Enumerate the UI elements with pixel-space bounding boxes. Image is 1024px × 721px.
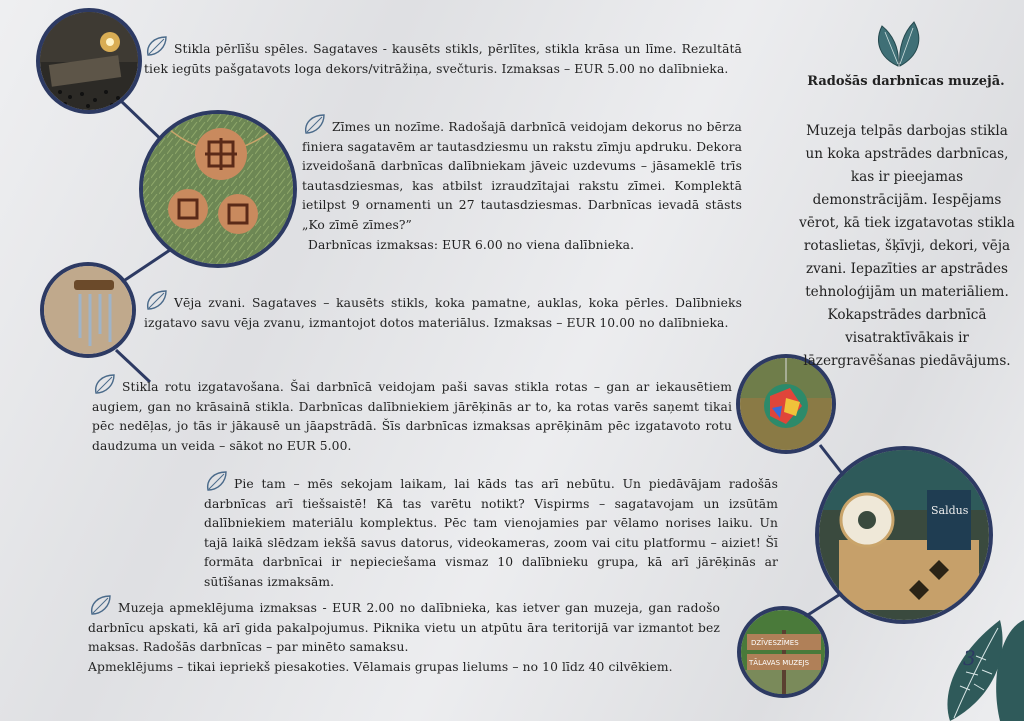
section-2-text: Zīmes un nozīme. Radošajā darbnīcā veidojam dekorus no bērza finiera sagatavēm ar tautasdziesmu un rakstu zīmju apdruku. Dekora izveidošanā darbnīcas dalībniekam jāveic uzdevums – jāsameklē trīs tautasdziesmas, kas atbilst izraudzītajai rakstu zīmei. Komplektā ietilpst 9 ornamenti un 27 tautasdziesmas. Darbnīcas ievadā stāsts „Ko zīmē zīmes?” xyxy=(302,120,742,232)
photo-ornaments-box xyxy=(815,446,993,624)
leaf-bullet-icon xyxy=(302,113,328,135)
section-4-text: Stikla rotu izgatavošana. Šai darbnīcā veidojam paši savas stikla rotas – gan ar iekausētiem augiem, gan no krāsainā stikla. Darbnīcas dalībniekiem jārēķinās ar to, ka rotas varēs saņemt tikai pēc nedēļas, jo tās ir jākausē un jāapstrādā. Šīs darbnīcas izmaksas aprēķinām pēc izgatavoto rotu daudzuma un veida – sākot no EUR 5.00. xyxy=(92,380,732,453)
photo-signs xyxy=(737,606,829,698)
side-description: Muzeja telpās darbojas stikla un koka apstrādes darbnīcas, kas ir pieejamas demonstrācijām. Iespējams vērot, kā tiek izgatavotas stikla rotaslietas, šķīvji, dekori, vēja zvani. Iepazīties ar apstrādes tehnoloģijām un materiāliem. Kokapstrādes darbnīcā visatraktīvākais ir lāzergravēšanas piedāvājums. xyxy=(799,123,1015,369)
section-glass-jewelry xyxy=(92,373,732,456)
section-6-note: Apmeklējums – tikai iepriekš piesakoties. Vēlamais grupas lielums – no 10 līdz 40 cilvēkiem. xyxy=(88,659,673,674)
badge-text: Saldus xyxy=(931,504,969,517)
leaf-bullet-icon xyxy=(92,373,118,395)
section-3-text: Vēja zvani. Sagataves – kausēts stikls, koka pamatne, auklas, koka pērles. Dalībnieks izgatavo savu vēja zvanu, izmantojot dotos materiālus. Izmaksas – EUR 10.00 no dalībnieka. xyxy=(144,296,742,330)
leaf-bullet-icon xyxy=(144,289,170,311)
leaf-bullet-icon xyxy=(144,35,170,57)
photo-glass-beads xyxy=(36,8,142,114)
section-signs-meaning xyxy=(302,113,742,255)
section-glass-beads xyxy=(144,35,742,79)
photo-wind-chimes xyxy=(40,262,136,358)
sign-line-1: DZĪVESZĪMES xyxy=(751,639,799,647)
leaf-decoration-icon xyxy=(868,12,930,68)
section-1-text: Stikla pērlīšu spēles. Sagataves - kausēts stikls, pērlītes, stikla krāsa un līme. Rezultātā tiek iegūts pašgatavots loga dekors/vitrāžiņa, svečturis. Izmaksas – EUR 5.00 no dalībnieka. xyxy=(144,42,742,76)
section-2-cost: Darbnīcas izmaksas: EUR 6.00 no viena dalībnieka. xyxy=(308,237,635,252)
side-title: Radošās darbnīcas muzejā. xyxy=(807,74,1005,89)
photo-wooden-pendants xyxy=(139,110,297,268)
sign-line-2: TĀLAVAS MUZEJS xyxy=(749,659,810,667)
section-5-text: Pie tam – mēs sekojam laikam, lai kāds tas arī nebūtu. Un piedāvājam radošās darbnīcas arī tiešsaistē! Kā tas varētu notikt? Vispirms – sagatavojam un izsūtām dalībniekiem materiālu komplektus. Pēc tam vienojamies par vēlamo norises laiku. Un tajā laikā slēdzam iekšā savus datorus, videokameras, zoom vai citu platformu – aiziet! Šī formāta darbnīcai ir nepieciešama vismaz 10 dalībnieku grupa, kā arī jārēķinās ar sūtīšanas izmaksām. xyxy=(204,477,778,589)
page-number: 3 xyxy=(963,646,976,670)
section-online xyxy=(204,470,778,593)
section-visit-cost xyxy=(88,594,720,677)
leaf-decoration-bottom-icon xyxy=(930,600,1024,721)
leaf-bullet-icon xyxy=(88,594,114,616)
leaf-bullet-icon xyxy=(204,470,230,492)
section-wind-chimes xyxy=(144,289,742,333)
section-6-text: Muzeja apmeklējuma izmaksas - EUR 2.00 no dalībnieka, kas ietver gan muzeja, gan radošo darbnīcu apskati, kā arī gida pakalpojumus. Piknika vietu un atpūtu āra teritorijā var izmantot bez maksas. Radošās darbnīcas – par minēto samaksu. xyxy=(88,601,720,655)
